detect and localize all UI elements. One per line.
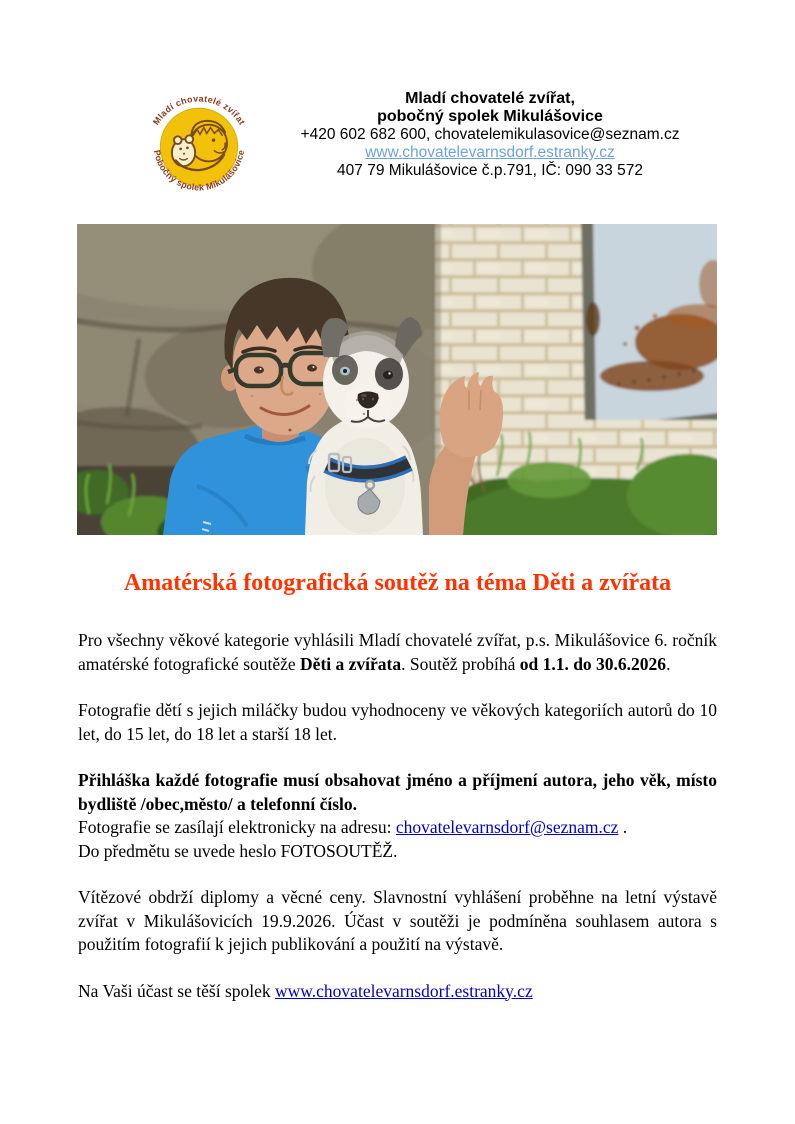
org-header — [250, 90, 730, 180]
org-website-link[interactable]: www.chovatelevarnsdorf.estranky.cz — [365, 144, 615, 161]
org-contact-line: +420 602 682 600, chovatelemikulasovice@seznam.cz — [300, 126, 680, 143]
paragraph-requirements — [78, 769, 717, 863]
email-link[interactable]: chovatelevarnsdorf@seznam.cz — [395, 817, 619, 837]
requirements-bold: Přihláška každé fotografie musí obsahovat jméno a příjmení autora, jeho věk, místo bydliště /obec,město/ a telefonní číslo. — [78, 770, 717, 814]
page-title: Amatérská fotografická soutěž na téma Děti a zvířata — [123, 570, 672, 596]
dates-bold: od 1.1. do 30.6.2026 — [519, 653, 667, 674]
paragraph-prizes: Vítězové obdrží diplomy a věcné ceny. Slavnostní vyhlášení proběhne na letní výstavě zvířat v Mikulášovicích 19.9.2026. Účast v soutěži je podmíněna souhlasem autora s použitím fotografií k jejich publikování a použití na výstavě. — [78, 887, 717, 954]
photo-boy-with-dog — [77, 224, 717, 535]
subject-instruction: Do předmětu se uvede heslo FOTOSOUTĚŽ. — [78, 840, 398, 861]
closing-website-link[interactable]: www.chovatelevarnsdorf.estranky.cz — [275, 980, 533, 1001]
photo-illustration — [77, 224, 717, 535]
intro-end: . — [666, 653, 671, 674]
org-logo-image — [141, 84, 257, 206]
send-instruction-end: . — [618, 817, 628, 837]
intro-text: Pro všechny věkové kategorie vyhlásili Mladí chovatelé zvířat, p.s. Mikulášovice 6. ročník amatérské fotografické soutěže — [78, 630, 717, 674]
intro-mid: . Soutěž probíhá — [401, 653, 520, 674]
org-address-line: 407 79 Mikulášovice č.p.791, IČ: 090 33 572 — [337, 162, 643, 179]
logo-arc-top-text: Mladí chovatelé zvířat — [150, 93, 248, 127]
logo-arc-bottom-text: Pobočný spolek Mikulášovice — [151, 149, 247, 193]
theme-bold: Děti a zvířata — [300, 653, 402, 674]
org-name-line2: pobočný spolek Mikulášovice — [377, 108, 603, 125]
send-instruction: Fotografie se zasílají elektronicky na adresu: — [78, 817, 396, 837]
paragraph-categories: Fotografie dětí s jejich miláčky budou vyhodnoceny ve věkových kategoriích autorů do 10 let, do 15 let, do 18 let a starší 18 let. — [78, 700, 717, 744]
body-text — [78, 629, 717, 1026]
paragraph-closing — [78, 980, 717, 1004]
closing-text: Na Vaši účast se těší spolek — [78, 980, 276, 1001]
org-name-line1: Mladí chovatelé zvířat, — [405, 90, 575, 107]
org-logo — [141, 84, 257, 206]
paragraph-intro — [78, 629, 717, 676]
